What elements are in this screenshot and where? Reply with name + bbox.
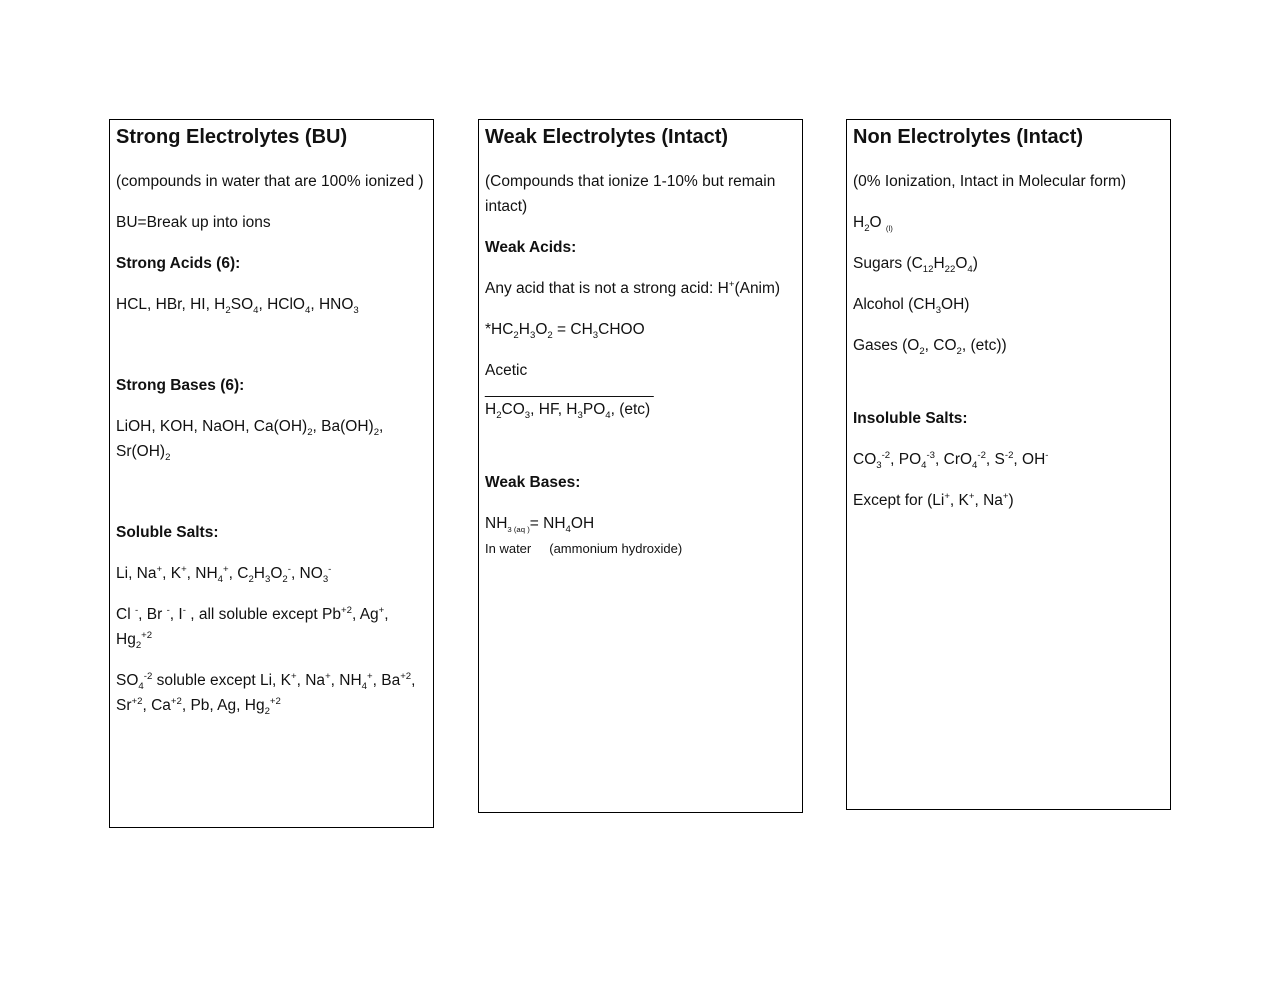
water-formula: $H_2O$ $_{(l)}$ (853, 214, 893, 235)
divider-line: ______________________ (485, 381, 653, 398)
ammonia-note: In water (ammonium hydroxide) (485, 541, 683, 556)
strong-electrolytes-title: Strong Electrolytes (BU) (116, 126, 348, 148)
insoluble-exceptions: Except for (Li+, K+, Na+) (853, 490, 1014, 509)
weak-acids-heading: Weak Acids: (485, 239, 577, 256)
weak-electrolytes-box (478, 119, 803, 813)
strong-acids-list: HCL, HBr, HI, $H_2SO_4$, HClO$_4$, $HNO_3$ (116, 296, 359, 317)
ammonia-equation: $NH_{3 (aq )}= NH_4OH$ (485, 515, 595, 536)
acetic-acid-formula: $*HC_2H_3O_2$ = $CH_3CHOO$ (485, 321, 645, 342)
insoluble-ions: $CO_3^{-2}$, $PO_4^{-3}$, CrO$_4^{-2}$, $S^{-2}$, OH- (853, 449, 1049, 472)
sugars-formula: Sugars $(C_{12}H_{22}O_4)$ (853, 255, 978, 276)
gases-formula: Gases ($O_2$, $CO_2$, (etc)) (853, 337, 1007, 358)
weak-acid-rule: Any acid that is not a strong acid: H+(Anim) (485, 278, 781, 297)
strong-electrolytes-box (109, 119, 434, 828)
non-description: (0% Ionization, Intact in Molecular form) (853, 173, 1127, 190)
soluble-salts-heading: Soluble Salts: (116, 524, 219, 541)
halides-rule: Cl -, Br -, I- , all soluble except $Pb^{+2}$, Ag+, $Hg_2^{+2}$ (116, 604, 389, 652)
non-electrolytes-title: Non Electrolytes (Intact) (853, 126, 1084, 148)
non-electrolytes-box (846, 119, 1171, 810)
strong-bases-list: LiOH, KOH, NaOH, $Ca(OH)_2$, $Ba(OH)_2$, $Sr(OH)_2$ (116, 418, 384, 464)
acetic-label: Acetic (485, 362, 528, 379)
strong-bases-heading: Strong Bases (6): (116, 377, 245, 394)
sulfate-rule: $SO_4^{-2}$ soluble except Li, K+, Na+, $NH_4^+$, $Ba^{+2}$, $Sr^{+2}$, $Ca^{+2}$, Pb, Ag, $Hg_2^{+2}$ (116, 670, 416, 718)
other-weak-acids: $H_2CO_3$, HF, $H_3PO_4$, (etc) (485, 401, 651, 422)
soluble-salts-ions: Li, Na+, K+, $NH_4^+$, $C_2H_3O_2^-$, $NO_3^-$ (116, 563, 332, 586)
weak-bases-heading: Weak Bases: (485, 474, 581, 491)
alcohol-formula: Alcohol $(CH_3OH)$ (853, 296, 970, 317)
weak-electrolytes-title: Weak Electrolytes (Intact) (485, 126, 729, 148)
bu-definition: BU=Break up into ions (116, 214, 271, 231)
strong-description: (compounds in water that are 100% ionized ) (116, 173, 424, 190)
insoluble-salts-heading: Insoluble Salts: (853, 410, 968, 427)
weak-description: (Compounds that ionize 1-10% but remain intact) (485, 173, 776, 215)
strong-acids-heading: Strong Acids (6): (116, 255, 241, 272)
